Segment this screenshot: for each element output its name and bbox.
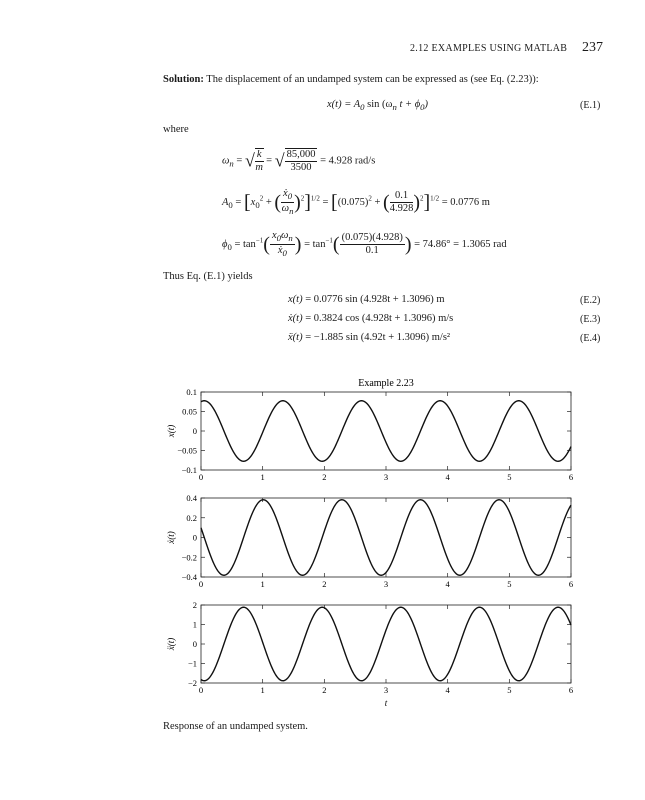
equation-e4: ẍ(t) = −1.885 sin (4.92t + 1.3096) m/s² bbox=[288, 332, 451, 343]
series-line bbox=[201, 401, 571, 462]
x-tick-label: 5 bbox=[507, 579, 512, 589]
solution-label: Solution: bbox=[163, 74, 204, 85]
running-header: 2.12 EXAMPLES USING MATLAB bbox=[410, 43, 568, 54]
plot-title: Example 2.23 bbox=[358, 378, 414, 389]
eq-tag-e2: (E.2) bbox=[580, 295, 601, 306]
x-tick-label: 4 bbox=[445, 685, 450, 695]
x-tick-label: 1 bbox=[260, 579, 265, 589]
x-tick-label: 6 bbox=[568, 472, 574, 482]
y-tick-label: −0.1 bbox=[181, 465, 197, 475]
x-tick-label: 3 bbox=[383, 472, 389, 482]
x-tick-label: 6 bbox=[568, 579, 574, 589]
eq-tag-e3: (E.3) bbox=[580, 314, 601, 325]
x-tick-label: 1 bbox=[260, 472, 265, 482]
equation-amplitude: $A_0 = [x_0^2$ + ( $\frac{ẋ_0}{\omega_n}$ )$^2]^{1/2} = [(0.075)^2$ + ( $\frac{0.1}{4.928}$ )$^2$]$^{1/2}$ = 0.0776 m bbox=[222, 188, 490, 217]
x-tick-label: 4 bbox=[445, 579, 450, 589]
y-tick-label: −2 bbox=[187, 678, 197, 688]
equation-e3: ẋ(t) = 0.3824 cos (4.928t + 1.3096) m/s bbox=[288, 313, 454, 324]
y-tick-label: 0.1 bbox=[186, 387, 197, 397]
x-tick-label: 2 bbox=[322, 685, 327, 695]
equation-e1: $x(t) = A_0$ $\sin (\omega_n$ $t + \phi_0$) bbox=[327, 99, 428, 113]
x-tick-label: 3 bbox=[383, 685, 389, 695]
y-tick-label: −0.4 bbox=[181, 572, 197, 582]
thus-text: Thus Eq. (E.1) yields bbox=[163, 271, 253, 282]
y-axis-label: ẋ(t) bbox=[166, 531, 176, 544]
y-axis-label: ẍ(t) bbox=[166, 637, 176, 651]
y-tick-label: −0.05 bbox=[177, 445, 197, 456]
y-tick-label: −1 bbox=[187, 658, 197, 669]
series-line bbox=[201, 500, 571, 576]
equation-phase: $\phi_0 = \tan^{-1}$( $\frac{x_0\omega_n}{ẋ_0}$ ) = $\tan^{-1}$( $\frac{(0.075)(4.928)}{0.1}$ ) = 74.86° = 1.3065 rad bbox=[222, 230, 507, 259]
eq-tag-e1: (E.1) bbox=[580, 100, 601, 111]
x-tick-label: 4 bbox=[445, 472, 450, 482]
series-line bbox=[201, 607, 571, 681]
x-tick-label: 0 bbox=[198, 472, 204, 482]
eq-tag-e4: (E.4) bbox=[580, 333, 601, 344]
equation-omega: $\omega_n$ = √ $\frac{k}{m}$ = √ $\frac{85,000}{3500}$ = 4.928 rad/s bbox=[222, 149, 376, 173]
solution-text: The displacement of an undamped system can be expressed as (see Eq. (2.23)): bbox=[206, 74, 539, 85]
x-tick-label: 2 bbox=[322, 472, 327, 482]
x-axis-label: t bbox=[384, 698, 388, 708]
plot-frame bbox=[201, 498, 571, 577]
page-number: 237 bbox=[582, 40, 603, 55]
y-tick-label: 0.2 bbox=[186, 512, 197, 523]
y-tick-label: 2 bbox=[192, 600, 197, 610]
y-tick-label: 0 bbox=[192, 426, 197, 436]
y-tick-label: 0.4 bbox=[186, 493, 197, 503]
y-tick-label: −0.2 bbox=[181, 552, 197, 563]
x-tick-label: 6 bbox=[568, 685, 574, 695]
x-tick-label: 0 bbox=[198, 579, 204, 589]
y-tick-label: 0 bbox=[192, 639, 197, 649]
x-tick-label: 5 bbox=[507, 472, 512, 482]
y-tick-label: 0 bbox=[192, 532, 197, 543]
plot-frame bbox=[201, 605, 571, 683]
x-tick-label: 5 bbox=[507, 685, 512, 695]
response-figure bbox=[150, 370, 590, 720]
y-axis-label: x(t) bbox=[166, 424, 176, 438]
plot-frame bbox=[201, 392, 571, 470]
x-tick-label: 0 bbox=[198, 685, 204, 695]
x-tick-label: 2 bbox=[322, 579, 327, 589]
x-tick-label: 3 bbox=[383, 579, 389, 589]
solution-paragraph bbox=[163, 74, 539, 85]
y-tick-label: 0.05 bbox=[182, 406, 197, 417]
x-tick-label: 1 bbox=[260, 685, 265, 695]
where-text: where bbox=[163, 124, 189, 135]
equation-e2: x(t) = 0.0776 sin (4.928t + 1.3096) m bbox=[288, 294, 445, 305]
y-tick-label: 1 bbox=[192, 619, 197, 630]
figure-caption: Response of an undamped system. bbox=[163, 721, 308, 732]
